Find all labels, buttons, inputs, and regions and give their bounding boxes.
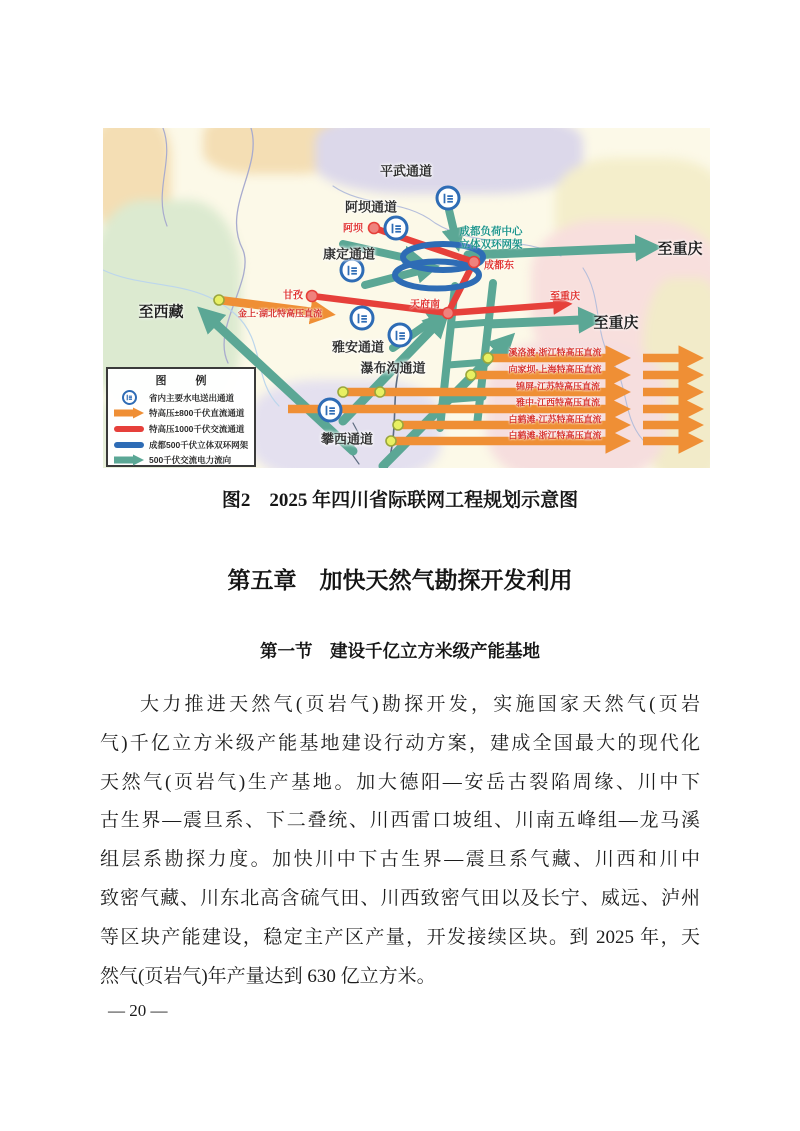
label-station-tianfu-south: 天府南 — [410, 299, 440, 311]
label-panxi-channel: 攀西通道 — [320, 431, 374, 447]
source-dot — [386, 436, 396, 446]
hydro-plant-icon — [436, 186, 461, 211]
label-to-chongqing-mid: 至重庆 — [593, 314, 639, 332]
legend-row — [113, 421, 249, 437]
orange-dc-arrow-icon — [113, 407, 145, 419]
body-paragraph — [100, 686, 700, 996]
label-load-center-line2: 立体双环网架 — [459, 238, 523, 251]
legend-label: 省内主要水电送出通道 — [149, 392, 235, 403]
map-legend — [106, 367, 256, 467]
figure-caption: 图2 2025 年四川省际联网工程规划示意图 — [221, 490, 579, 511]
source-dot — [375, 387, 385, 397]
label-dc-xiluodu: 溪洛渡-浙江特高压直流 — [508, 347, 602, 358]
paragraph-line: 大力推进天然气(页岩气)勘探开发，实施国家天然气(页岩 — [140, 694, 700, 715]
page-number: — 20 — — [108, 1001, 168, 1020]
label-dc-yazhong: 雅中-江西特高压直流 — [516, 397, 600, 408]
legend-label: 特高压±800千伏直流通道 — [149, 408, 245, 419]
source-dot — [338, 387, 348, 397]
source-dot — [466, 370, 476, 380]
legend-row — [113, 390, 249, 406]
legend-row — [113, 452, 249, 468]
blue-ring-bar-icon — [113, 441, 145, 449]
source-dot — [214, 295, 224, 305]
label-kangding-channel: 康定通道 — [322, 246, 376, 262]
chapter-title: 第五章 加快天然气勘探开发利用 — [227, 567, 573, 593]
source-dot — [483, 353, 493, 363]
station-dot-aba — [369, 223, 380, 234]
label-station-aba: 阿坝 — [343, 223, 363, 235]
legend-label: 特高压1000千伏交流通道 — [149, 423, 245, 434]
section-title: 第一节 建设千亿立方米级产能基地 — [260, 641, 540, 661]
label-to-chongqing-top: 至重庆 — [657, 240, 703, 258]
map-figure — [103, 128, 710, 468]
label-pubugou-channel: 瀑布沟通道 — [360, 360, 426, 376]
hydro-plant-icon — [384, 216, 409, 241]
station-dot-chengdu-east — [469, 257, 480, 268]
paragraph-line: 致密气藏、川东北高含硫气田、川西致密气田以及长宁、威远、泸州 — [100, 887, 700, 909]
label-to-chongqing-red: 至重庆 — [550, 291, 580, 303]
paragraph-line: 组层系勘探力度。加快川中下古生界—震旦系气藏、川西和川中 — [100, 849, 700, 871]
paragraph-line: 等区块产能建设，稳定主产区产量，开发接续区块。到 2025 年，天 — [100, 926, 700, 948]
teal-flow-arrow-pingwu — [449, 210, 454, 231]
paragraph-line: 然气(页岩气)年产量达到 630 亿立方米。 — [100, 965, 436, 987]
hydro-plant-icon — [350, 306, 375, 331]
label-dc-xiangjiaba: 向家坝-上海特高压直流 — [508, 364, 602, 375]
red-ac-line-to-chongqing — [448, 305, 555, 313]
label-load-center-line1: 成都负荷中心 — [459, 225, 523, 238]
label-aba-channel: 阿坝通道 — [344, 199, 398, 215]
label-dc-jinping: 锦屏-江苏特高压直流 — [516, 381, 600, 392]
label-pingwu-channel: 平武通道 — [379, 163, 433, 179]
label-dc-baihetan-zhejiang: 白鹤滩-浙江特高压直流 — [508, 430, 602, 441]
teal-ladder-rung-3 — [444, 397, 483, 400]
red-ac-bar-icon — [113, 425, 145, 433]
hydro-plant-icon — [113, 390, 145, 405]
paragraph-line: 古生界—震旦系、下二叠统、川西雷口坡组、川南五峰组—龙马溪 — [100, 810, 700, 832]
label-yaan-channel: 雅安通道 — [331, 339, 385, 355]
label-to-tibet: 至西藏 — [138, 303, 184, 321]
hydro-plant-icon — [318, 398, 343, 423]
label-station-ganzi: 甘孜 — [283, 290, 303, 302]
station-dot-tianfu-south — [443, 308, 454, 319]
paragraph-line: 天然气(页岩气)生产基地。加大德阳—安岳古裂陷周缘、川中下 — [100, 771, 700, 793]
legend-title: 图 例 — [155, 375, 216, 387]
legend-label: 500千伏交流电力流向 — [149, 455, 232, 466]
station-dot-ganzi — [307, 291, 318, 302]
source-dot — [393, 420, 403, 430]
label-dc-jinshang: 金上·湖北特高压直流 — [238, 308, 322, 319]
teal-flow-arrow-icon — [113, 454, 145, 466]
teal-ladder-rung-2 — [448, 362, 487, 365]
legend-row — [113, 406, 249, 422]
legend-row — [113, 437, 249, 453]
label-station-chengdu-east: 成都东 — [484, 260, 514, 272]
teal-ladder-rung-1 — [452, 322, 491, 325]
paragraph-line: 气)千亿立方米级产能基地建设行动方案，建成全国最大的现代化 — [100, 732, 700, 754]
teal-flow-arrow-to-chongqing-mid — [488, 320, 581, 324]
hydro-plant-icon — [388, 323, 413, 348]
legend-label: 成都500千伏立体双环网架 — [149, 439, 249, 450]
label-dc-baihetan-jiangsu: 白鹤滩-江苏特高压直流 — [508, 414, 602, 425]
